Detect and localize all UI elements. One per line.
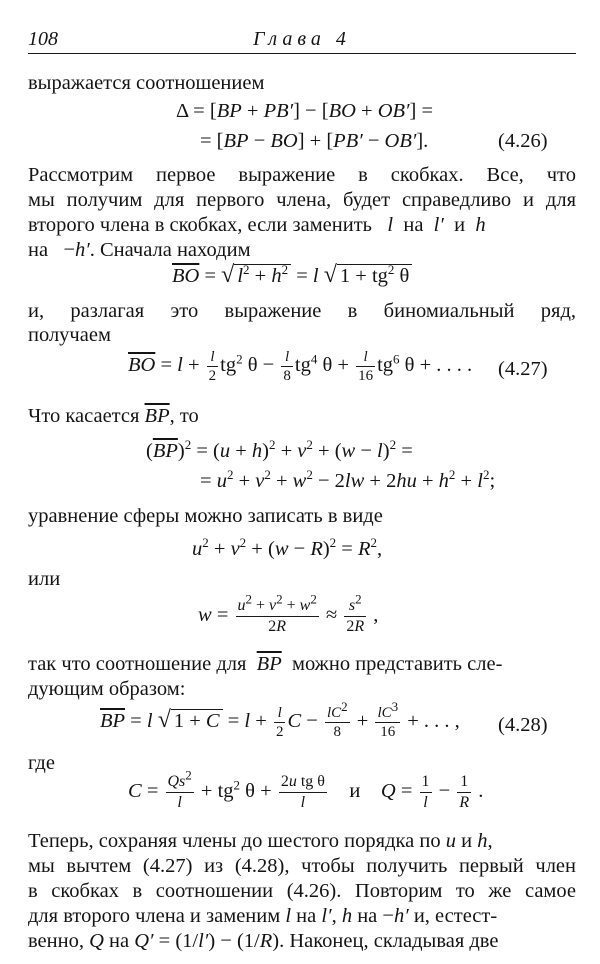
text-fragment: на: [28, 239, 49, 261]
text-line: и, разлагая это выражение в биномиальный ряд,: [28, 300, 576, 322]
text-fragment: . Наконец, складывая две: [279, 930, 499, 952]
equation-bp-squared-line1: $(\overline{BP})^2 = (u + h)^2 + v^2 + (w - l)^2$ =: [146, 437, 413, 462]
text-fragment: на: [109, 930, 130, 952]
text-line: получаем: [28, 324, 111, 346]
text-line: дующим образом:: [28, 678, 186, 700]
text-fragment: на: [357, 905, 378, 927]
text-line: Теперь, сохраняя члены до шестого порядка по u и h,: [28, 830, 493, 852]
equation-bp-squared-line2: = $u^2 + v^2 + w^2 - 2lw + 2hu + h^2 + l^2$;: [200, 467, 496, 492]
header-rule: [28, 53, 576, 54]
text-fragment: и, естест-: [413, 905, 498, 927]
text-line: Рассмотрим первое выражение в скобках. Все, что: [28, 164, 576, 186]
running-header: [28, 28, 576, 54]
equation-c-q: C = $\frac{Qs^2}{l}$ + $tg^2$ θ + $\frac{\text{2u tg θ}}{l}$ и Q = $\frac{1}{l}$ − $\frac{1}{R}$ .: [128, 767, 484, 811]
equation-number: (4.28): [498, 714, 548, 736]
text-line: мы вычтем (4.27) из (4.28), чтобы получить первый член: [28, 855, 576, 877]
equation-4-26-line1: Δ = [BP + PB′] − [BO + OB′] =: [176, 100, 434, 122]
page-number: 108: [28, 28, 58, 50]
text-fragment: для второго члена и заменим: [28, 905, 281, 927]
text-fragment: на: [296, 905, 317, 927]
text-line: венно, Q на Q′ = (1/l′) − (1/R). Наконец, складывая две: [28, 930, 499, 952]
chapter-title: Глава 4: [253, 28, 351, 50]
text-fragment: так что соотношение для: [28, 653, 247, 675]
text-fragment: венно,: [28, 930, 84, 952]
text-fragment: Теперь, сохраняя члены до шестого порядка по: [28, 830, 441, 852]
text-fragment: второго члена в скобках, если заменить: [28, 214, 373, 236]
text-fragment: можно представить сле-: [291, 653, 503, 675]
text-line: для второго члена и заменим l на l′, h на −h′ и, естест-: [28, 905, 498, 927]
text-fragment: и: [461, 830, 473, 852]
text-line: Что касается $\overline{BP}$, то: [28, 405, 199, 427]
text-fragment: Что касается: [28, 405, 140, 427]
text-line: уравнение сферы можно записать в виде: [28, 505, 383, 527]
text-line: или: [28, 568, 61, 590]
text-line: на −h′. Сначала находим: [28, 239, 251, 261]
text-fragment: , то: [169, 405, 199, 427]
equation-bo-sqrt: $\overline{BO}$ = √ $l^2 + h^2 = l$ √ $1 + tg^2$ θ: [172, 262, 412, 289]
text-line: выражается соотношением: [28, 72, 265, 94]
equation-number: (4.26): [498, 130, 548, 152]
text-fragment: и: [349, 780, 361, 803]
text-fragment: . Сначала находим: [89, 239, 251, 261]
equation-4-28: $\overline{BP} = l$ √ 1 + C = l + $\frac{l}{2}$ C − $\frac{lC^2}{8}$ + $\frac{lC^3}{16}$ + . . . ,: [100, 699, 460, 740]
equation-number: (4.27): [498, 358, 548, 380]
text-line: второго члена в скобках, если заменить l на l′ и h: [28, 214, 486, 236]
text-line: мы получим для первого члена, будет справедливо и для: [28, 189, 576, 211]
text-fragment: и: [454, 214, 466, 236]
equation-w: w = $\frac{u^2 + v^2 + w^2}{2R}$ ≈ $\frac{s^2}{2R}$ ,: [198, 591, 379, 635]
text-fragment: на: [403, 214, 424, 236]
text-line: в скобках в соотношении (4.26). Повторим то же самое: [28, 880, 576, 902]
text-line: так что соотношение для $\overline{BP}$ можно представить сле-: [28, 653, 503, 675]
equation-sphere: $u^2 + v^2 + (w - R)^2 = R^2$,: [192, 535, 383, 560]
text-line: где: [28, 752, 55, 774]
equation-4-26-line2: = [BP − BO] + [PB′ − OB′].: [200, 130, 429, 152]
equation-4-27: $\overline{BO} = l$ + $\frac{l}{2}$ $tg^2$ θ − $\frac{l}{8}$ $tg^4$ θ + $\frac{l}{16}$ $tg^6$ θ + . . . .: [128, 349, 473, 384]
